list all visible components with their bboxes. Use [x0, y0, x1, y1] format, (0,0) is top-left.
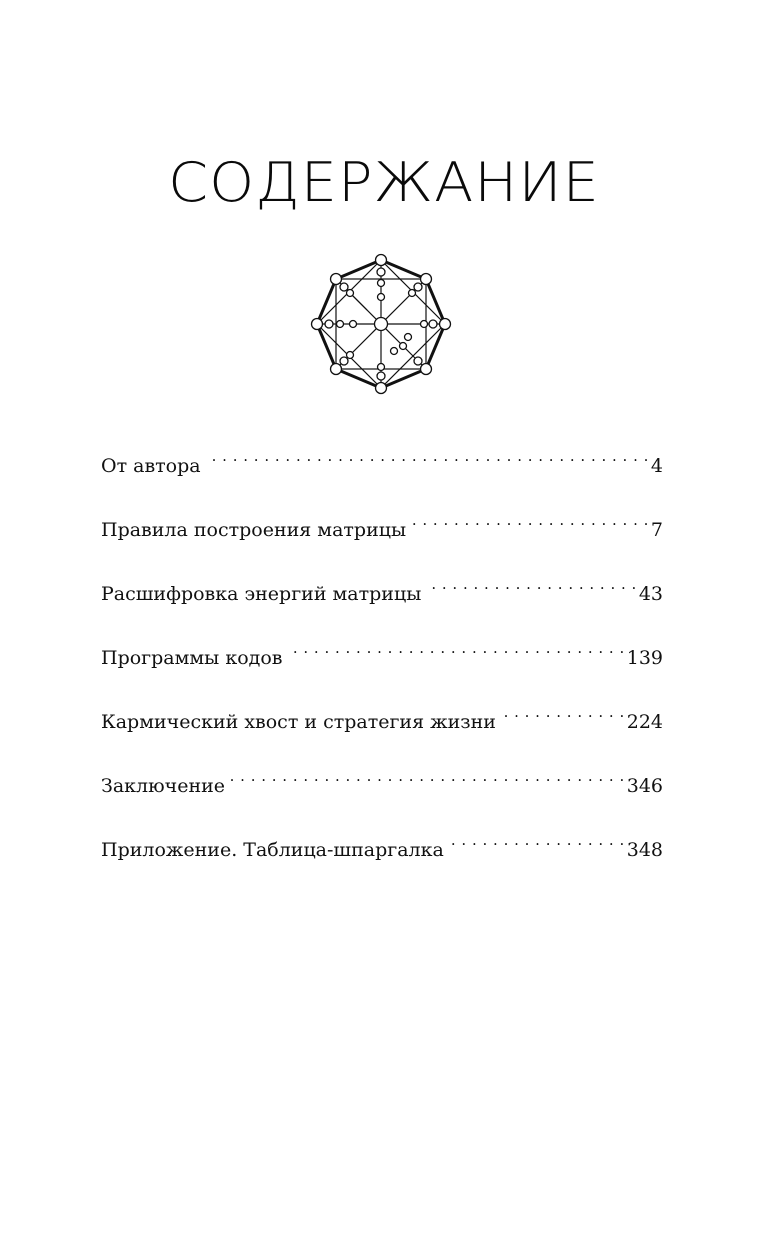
toc-dot-leader — [207, 440, 649, 472]
toc-entry-title: Кармический хвост и стратегия жизни — [101, 711, 496, 733]
toc-dot-leader — [427, 568, 637, 600]
toc-dot-leader — [502, 696, 625, 728]
toc-entry-page: 4 — [650, 455, 663, 477]
toc-dot-leader — [288, 632, 624, 664]
toc-entry-page: 139 — [626, 647, 663, 669]
toc-dot-leader — [412, 504, 649, 536]
toc-entry[interactable] — [101, 568, 663, 632]
toc-entry-title: Правила построения матрицы — [101, 519, 407, 541]
toc-entry-page: 346 — [626, 775, 663, 797]
toc-dot-leader — [231, 760, 625, 792]
toc-dot-leader — [450, 824, 625, 856]
octagram-matrix-icon — [310, 253, 452, 395]
toc-entry[interactable] — [101, 760, 663, 824]
toc-entry[interactable] — [101, 440, 663, 504]
toc-entry-title: Заключение — [101, 775, 226, 797]
toc-entry[interactable] — [101, 504, 663, 568]
toc-entry-page: 348 — [626, 839, 663, 861]
table-of-contents — [101, 440, 663, 888]
toc-entry[interactable] — [101, 824, 663, 888]
toc-entry-title: От автора — [101, 455, 201, 477]
toc-entry[interactable] — [101, 696, 663, 760]
toc-entry-title: Приложение. Таблица-шпаргалка — [101, 839, 444, 861]
page-title: СОДЕРЖАНИЕ — [168, 151, 600, 214]
toc-entry[interactable] — [101, 632, 663, 696]
toc-entry-title: Программы кодов — [101, 647, 283, 669]
toc-entry-title: Расшифровка энергий матрицы — [101, 583, 422, 605]
toc-entry-page: 43 — [638, 583, 663, 605]
toc-entry-page: 7 — [650, 519, 663, 541]
toc-entry-page: 224 — [626, 711, 663, 733]
